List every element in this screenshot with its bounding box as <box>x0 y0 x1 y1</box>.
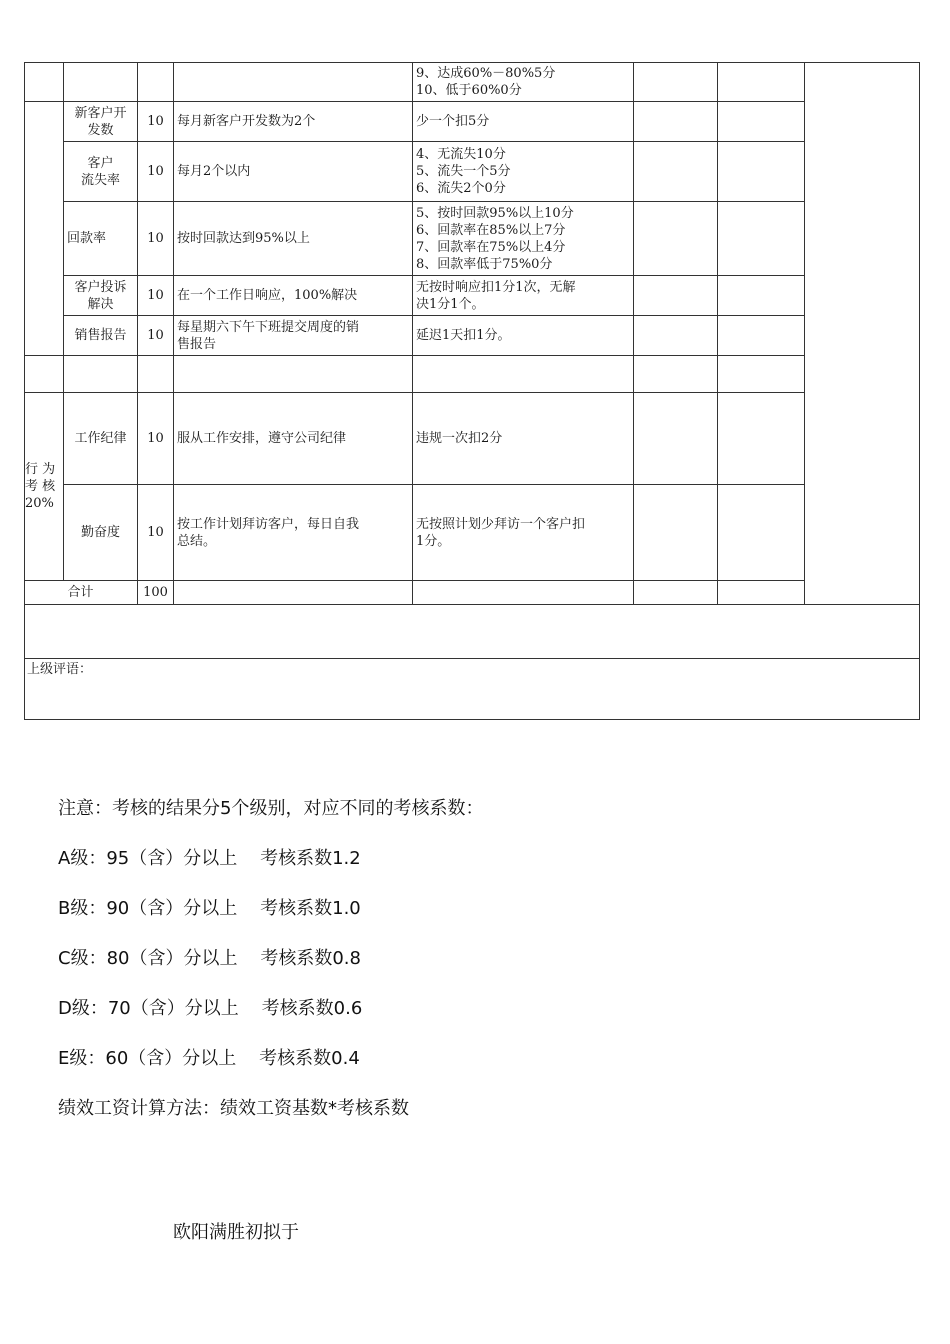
score-cell: 10 <box>147 231 164 246</box>
score-cell: 10 <box>147 164 164 179</box>
item-cell: 勤奋度 <box>80 525 120 540</box>
grade-b: B级：90（含）分以上 考核系数1.0 <box>58 898 361 919</box>
standard-cell: 在一个工作日响应，100%解决 <box>177 288 358 303</box>
criteria-cell: 4、无流失10分 5、流失一个5分 6、流失2个0分 <box>416 147 511 196</box>
score-cell: 10 <box>147 525 164 540</box>
standard-cell: 服从工作安排，遵守公司纪律 <box>177 431 347 446</box>
row-divider <box>24 355 804 356</box>
standard-cell: 按时回款达到95%以上 <box>177 231 310 246</box>
item-cell: 客户投诉 解决 <box>74 279 127 312</box>
notes-intro: 注意：考核的结果分5个级别，对应不同的考核系数： <box>58 798 484 819</box>
standard-cell: 每星期六下午下班提交周度的销 售报告 <box>177 319 360 352</box>
score-cell: 10 <box>147 328 164 343</box>
score-cell: 10 <box>147 431 164 446</box>
col-divider <box>804 62 805 604</box>
total-label: 合计 <box>67 585 94 600</box>
item-cell: 销售报告 <box>74 328 127 343</box>
supervisor-comment-label: 上级评语： <box>27 662 93 677</box>
behavior-category-label: 行 为 考 核 20% <box>25 462 56 511</box>
standard-cell: 每月新客户开发数为2个 <box>177 114 316 129</box>
criteria-cell: 无按时响应扣1分1次，无解 决1分1个。 <box>416 279 576 312</box>
col-divider <box>717 62 718 604</box>
grade-e: E级：60（含）分以上 考核系数0.4 <box>58 1048 360 1069</box>
author-note: 欧阳满胜初拟于 <box>173 1222 299 1243</box>
grade-d: D级：70（含）分以上 考核系数0.6 <box>58 998 363 1019</box>
criteria-cell: 无按照计划少拜访一个客户扣 1分。 <box>416 516 586 549</box>
criteria-cell: 5、按时回款95%以上10分 6、回款率在85%以上7分 7、回款率在75%以上4分 8、回款率低于75%0分 <box>416 205 574 272</box>
row-divider <box>24 604 920 605</box>
criteria-cell: 延迟1天扣1分。 <box>416 328 511 343</box>
item-cell: 工作纪律 <box>74 431 127 446</box>
item-cell: 回款率 <box>67 231 107 246</box>
item-cell: 新客户开 发数 <box>74 105 127 138</box>
criteria-cell: 9、达成60%－80%5分 10、低于60%0分 <box>416 65 556 98</box>
col-divider <box>633 62 634 604</box>
score-cell: 10 <box>147 288 164 303</box>
standard-cell: 每月2个以内 <box>177 164 251 179</box>
criteria-cell: 少一个扣5分 <box>416 114 490 129</box>
row-divider <box>24 658 920 659</box>
salary-formula: 绩效工资计算方法：绩效工资基数*考核系数 <box>58 1098 409 1119</box>
standard-cell: 按工作计划拜访客户，每日自我 总结。 <box>177 516 360 549</box>
score-cell: 10 <box>147 114 164 129</box>
total-score: 100 <box>143 585 168 600</box>
item-cell: 客户 流失率 <box>80 155 120 188</box>
criteria-cell: 违规一次扣2分 <box>416 431 503 446</box>
grade-a: A级：95（含）分以上 考核系数1.2 <box>58 848 361 869</box>
grade-c: C级：80（含）分以上 考核系数0.8 <box>58 948 361 969</box>
